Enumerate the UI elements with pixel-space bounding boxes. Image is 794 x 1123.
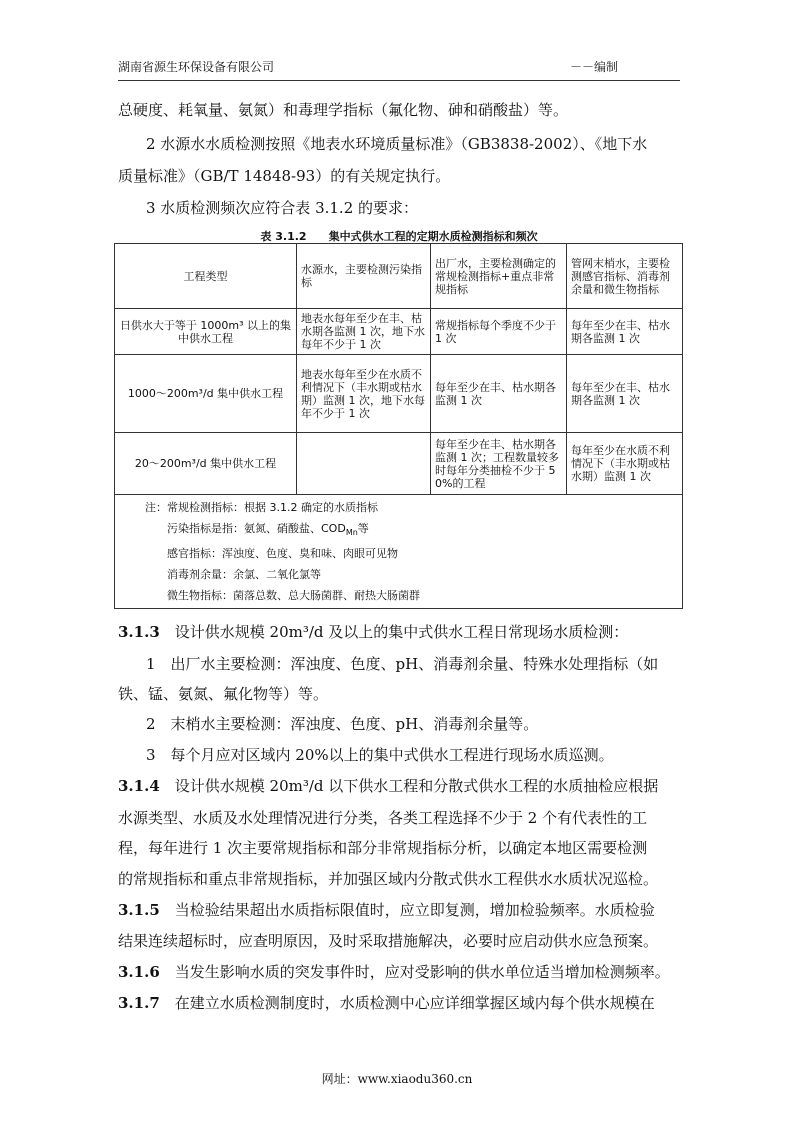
table-header-row xyxy=(115,244,683,309)
note-microbial: 微生物指标：菌落总数、总大肠菌群、耐热大肠菌群 xyxy=(167,589,420,603)
clause-3-1-3: 3.1.3 设计供水规模 20m³/d 及以上的集中式供水工程日常现场水质检测： xyxy=(118,623,629,641)
paragraph-frequency: 3 水质检测频次应符合表 3.1.2 的要求： xyxy=(146,199,419,217)
table-row xyxy=(115,355,683,433)
clause-3-1-5-line-2: 结果连续超标时，应查明原因，及时采取措施解决，必要时应启动供水应急预案。 xyxy=(118,932,659,950)
clause-3-1-4-line-3: 程，每年进行 1 次主要常规指标和部分非常规指标分析，以确定本地区需要检测 xyxy=(118,839,648,857)
header-source-water: 水源水，主要检测污染指标 xyxy=(297,244,431,309)
clause-3-1-7: 3.1.7 在建立水质检测制度时，水质检测中心应详细掌握区域内每个供水规模在 xyxy=(118,994,655,1012)
note-routine: 注：常规检测指标：根据 3.1.2 确定的水质指标 xyxy=(145,501,378,514)
cell-source-water: 地表水每年至少在水质不利情况下（丰水期或枯水期）监测 1 次，地下水每年不少于 1 次 xyxy=(297,355,431,433)
cell-outlet-water: 每年至少在丰、枯水期各监测 1 次 xyxy=(431,355,567,433)
header-outlet-water: 出厂水，主要检测确定的常规检测指标+重点非常规指标 xyxy=(431,244,567,309)
cell-source-water: 地表水每年至少在丰、枯水期各监测 1 次，地下水每年不少于 1 次 xyxy=(297,309,431,355)
table-caption: 表 3.1.2 集中式供水工程的定期水质检测指标和频次 xyxy=(260,230,538,243)
cell-project-type: 1000～200m³/d 集中供水工程 xyxy=(115,355,297,433)
paragraph-source-standard-2: 质量标准》（GB/T 14848-93）的有关规定执行。 xyxy=(118,167,451,185)
company-name: 湖南省源生环保设备有限公司 xyxy=(118,60,275,74)
page-header xyxy=(118,58,678,80)
header-tap-water: 管网末梢水，主要检测感官指标、消毒剂余量和微生物指标 xyxy=(567,244,683,309)
cell-source-water xyxy=(297,433,431,495)
clause-3-1-3-item-2: 2 末梢水主要检测：浑浊度、色度、pH、消毒剂余量等。 xyxy=(146,715,539,733)
clause-3-1-3-item-3: 3 每个月应对区域内 20%以上的集中式供水工程进行现场水质巡测。 xyxy=(146,746,614,764)
table-notes xyxy=(115,495,683,609)
cell-tap-water: 每年至少在水质不利情况下（丰水期或枯水期）监测 1 次 xyxy=(567,433,683,495)
cell-outlet-water: 每年至少在丰、枯水期各监测 1 次；工程数量较多时每年分类抽检不少于 50%的工程 xyxy=(431,433,567,495)
clause-3-1-4-line-4: 的常规指标和重点非常规指标，并加强区域内分散式供水工程供水水质状况巡检。 xyxy=(118,870,659,888)
clause-3-1-5: 3.1.5 当检验结果超出水质指标限值时，应立即复测，增加检验频率。水质检验 xyxy=(118,901,655,919)
water-quality-table xyxy=(114,243,683,609)
cell-project-type: 20～200m³/d 集中供水工程 xyxy=(115,433,297,495)
note-disinfectant: 消毒剂余量：余氯、二氧化氯等 xyxy=(167,568,321,582)
header-divider xyxy=(118,80,680,81)
clause-3-1-4-line-2: 水源类型、水质及水处理情况进行分类，各类工程选择不少于 2 个有代表性的工 xyxy=(118,809,648,827)
table-row xyxy=(115,309,683,355)
clause-3-1-3-item-1b: 铁、锰、氨氮、氟化物等）等。 xyxy=(118,685,329,703)
paragraph-hardness: 总硬度、耗氧量、氨氮）和毒理学指标（氟化物、砷和硝酸盐）等。 xyxy=(118,101,569,119)
cell-project-type: 日供水大于等于 1000m³ 以上的集中供水工程 xyxy=(115,309,297,355)
page-footer-url: 网址：www.xiaodu360.cn xyxy=(321,1072,473,1086)
clause-3-1-6: 3.1.6 当发生影响水质的突发事件时，应对受影响的供水单位适当增加检测频率。 xyxy=(118,963,670,981)
clause-3-1-4: 3.1.4 设计供水规模 20m³/d 以下供水工程和分散式供水工程的水质抽检应根据 xyxy=(118,777,659,795)
clause-3-1-3-item-1a: 1 出厂水主要检测：浑浊度、色度、pH、消毒剂余量、特殊水处理指标（如 xyxy=(146,655,659,673)
paragraph-source-standard-1: 2 水源水水质检测按照《地表水环境质量标准》（GB3838-2002）、《地下水 xyxy=(146,135,648,153)
cell-tap-water: 每年至少在丰、枯水期各监测 1 次 xyxy=(567,309,683,355)
editor-label: －－编制 xyxy=(570,60,619,74)
note-pollution: 污染指标是指：氨氮、硝酸盐、$COD_{Mn}$等 xyxy=(167,522,369,538)
note-sensory: 感官指标：浑浊度、色度、臭和味、肉眼可见物 xyxy=(167,547,398,561)
cell-outlet-water: 常规指标每个季度不少于 1 次 xyxy=(431,309,567,355)
table-row xyxy=(115,433,683,495)
header-project-type: 工程类型 xyxy=(115,244,297,309)
table-notes-row xyxy=(115,495,683,609)
cell-tap-water: 每年至少在丰、枯水期各监测 1 次 xyxy=(567,355,683,433)
